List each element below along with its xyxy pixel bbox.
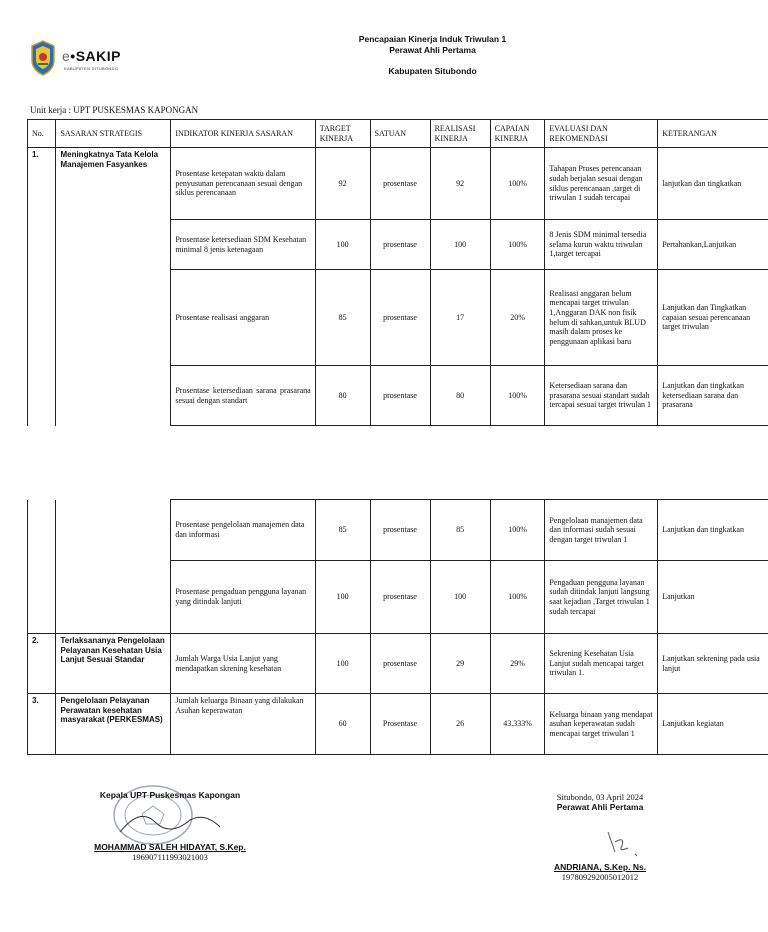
logo-wordmark: e•SAKIP — [62, 48, 121, 64]
cell-realisasi: 80 — [430, 366, 490, 426]
cell-no — [28, 366, 56, 426]
cell-satuan: prosentase — [370, 561, 430, 634]
cell-no: 2. — [28, 634, 56, 694]
cell-realisasi: 92 — [430, 148, 490, 220]
unit-kerja-label: Unit kerja : UPT PUSKESMAS KAPONGAN — [30, 105, 199, 115]
cell-capaian: 100% — [490, 500, 545, 561]
title-line-2: Perawat Ahli Pertama — [389, 45, 476, 55]
signatory-nip-left: 196907111993021003 — [132, 852, 208, 862]
cell-evaluasi: Sekrening Kesehatan Usia Lanjut sudah mencapai target triwulan 1. — [545, 634, 658, 694]
header-target: TARGET KINERJA — [315, 120, 370, 148]
header-keterangan: KETERANGAN — [658, 120, 768, 148]
cell-keterangan: Lanjutkan sekrening pada usia lanjut — [658, 634, 768, 694]
cell-indikator: Prosentase ketersediaan SDM Kesehatan minimal 8 jenis ketenagaan — [171, 220, 315, 270]
signatory-nip-right: 197809292005012012 — [561, 872, 639, 882]
cell-realisasi: 26 — [430, 694, 490, 755]
cell-sasaran — [56, 561, 171, 634]
cell-evaluasi: Tahapan Proses perencanaan sudah berjalan sesuai dengan siklus perencanaan ,target di triwulan 1 sudah tercapai — [545, 148, 658, 220]
cell-keterangan: Lanjutkan kegiatan — [658, 694, 768, 755]
cell-target: 85 — [315, 500, 370, 561]
cell-evaluasi: Ketersediaan sarana dan prasarana sesuai standart sudah tercapai sesuai target triwulan 1 — [545, 366, 658, 426]
cell-capaian: 20% — [490, 270, 545, 366]
cell-realisasi: 29 — [430, 634, 490, 694]
table-row — [28, 270, 768, 366]
cell-satuan: prosentase — [370, 270, 430, 366]
cell-target: 100 — [315, 634, 370, 694]
situbondo-crest-icon — [30, 40, 56, 76]
cell-indikator: Prosentase pengelolaan manajemen data dan informasi — [171, 500, 315, 561]
cell-capaian: 43.333% — [490, 694, 545, 755]
cell-no: 3. — [28, 694, 56, 755]
header-sasaran: SASARAN STRATEGIS — [56, 120, 171, 148]
title-line-3: Kabupaten Situbondo — [388, 66, 477, 76]
table-row — [28, 634, 768, 694]
esakip-logo — [30, 40, 150, 80]
logo-subtitle: KABUPATEN SITUBONDO — [64, 66, 119, 71]
header-no: No. — [28, 120, 56, 148]
signatory-name-right: ANDRIANA, S.Kep. Ns. — [553, 862, 647, 872]
cell-capaian: 100% — [490, 366, 545, 426]
cell-sasaran: Pengelolaan Pelayanan Perawatan kesehatan masyarakat (PERKESMAS) — [56, 694, 171, 755]
cell-capaian: 100% — [490, 220, 545, 270]
header-realisasi: REALISASI KINERJA — [430, 120, 490, 148]
cell-sasaran: Terlaksananya Pengelolaan Pelayanan Kesehatan Usia Lanjut Sesuai Standar — [56, 634, 171, 694]
title-line-1: Pencapaian Kinerja Induk Triwulan 1 — [358, 34, 507, 44]
cell-capaian: 100% — [490, 148, 545, 220]
cell-no — [28, 500, 56, 561]
cell-evaluasi: Keluarga binaan yang mendapat asuhan keperawatan sudah mencapai target triwulan 1 — [545, 694, 658, 755]
cell-evaluasi: Pengelolaan manajemen data dan informasi sudah sesuai dengan target triwulan 1 — [545, 500, 658, 561]
cell-target: 92 — [315, 148, 370, 220]
performance-table-part-2 — [27, 499, 768, 755]
cell-indikator: Prosentase ketersediaan sarana prasarana sesuai dengan standart — [171, 366, 315, 426]
header-indikator: INDIKATOR KINERJA SASARAN — [171, 120, 315, 148]
cell-keterangan: Lanjutkan — [658, 561, 768, 634]
table-row — [28, 500, 768, 561]
cell-keterangan: Lanjutkan dan Tingkatkan capaian sesuai perencanaan target triwulan — [658, 270, 768, 366]
cell-keterangan: Lanjutkan dan tingkatkan — [658, 500, 768, 561]
cell-satuan: prosentase — [370, 500, 430, 561]
cell-sasaran — [56, 366, 171, 426]
cell-indikator: Prosentase pengaduan pengguna layanan yang ditindak lanjuti — [171, 561, 315, 634]
cell-target: 100 — [315, 220, 370, 270]
document-title — [300, 34, 565, 77]
performance-table-part-1 — [27, 119, 768, 426]
table-row — [28, 148, 768, 220]
cell-target: 100 — [315, 561, 370, 634]
cell-indikator: Prosentase ketepatan waktu dalam penyusunan perencanaan sesuai dengan siklus perencanaan — [171, 148, 315, 220]
cell-no — [28, 270, 56, 366]
cell-evaluasi: Pengaduan pengguna layanan sudah ditindak lanjuti langsung saat kejadian ,Target triwulan 1 sudah tercapai — [545, 561, 658, 634]
cell-capaian: 29% — [490, 634, 545, 694]
signatory-title-right: Perawat Ahli Pertama — [556, 802, 644, 812]
signature-block-right — [540, 792, 660, 882]
cell-keterangan: Lanjutkan dan tingkatkan ketersediaan sarana dan prasarana — [658, 366, 768, 426]
cell-capaian: 100% — [490, 561, 545, 634]
cell-realisasi: 17 — [430, 270, 490, 366]
cell-realisasi: 100 — [430, 561, 490, 634]
table-header-row — [28, 120, 768, 148]
place-date: Situbondo, 03 April 2024 — [556, 792, 644, 802]
cell-target: 80 — [315, 366, 370, 426]
header-capaian: CAPAIAN KINERJA — [490, 120, 545, 148]
signature-block-left — [80, 790, 260, 862]
cell-satuan: Prosentase — [370, 694, 430, 755]
signatory-title-left: Kepala UPT Puskesmas Kapongan — [99, 790, 241, 800]
cell-sasaran — [56, 270, 171, 366]
cell-sasaran — [56, 220, 171, 270]
handwritten-signature-left — [110, 802, 230, 842]
cell-evaluasi: 8 Jenis SDM minimal tersedia selama kurun waktu triwulan 1,target tercapai — [545, 220, 658, 270]
table-row — [28, 366, 768, 426]
cell-realisasi: 100 — [430, 220, 490, 270]
cell-satuan: prosentase — [370, 634, 430, 694]
cell-satuan: prosentase — [370, 148, 430, 220]
header-evaluasi: EVALUASI DAN REKOMENDASI — [545, 120, 658, 148]
cell-satuan: prosentase — [370, 220, 430, 270]
cell-indikator: Prosentase realisasi anggaran — [171, 270, 315, 366]
cell-keterangan: Pertahankan,Lanjutkan — [658, 220, 768, 270]
cell-no — [28, 220, 56, 270]
handwritten-signature-right — [540, 812, 660, 862]
cell-evaluasi: Realisasi anggaran belum mencapai target triwulan 1,Anggaran DAK non fisik belum di sahkan,untuk BLUD masih dalam proses ke penggunaan aplikasi baru — [545, 270, 658, 366]
cell-sasaran: Meningkatnya Tata Kelola Manajemen Fasyankes — [56, 148, 171, 220]
cell-indikator: Jumlah Warga Usia Lanjut yang mendapatkan skrening kesehatan — [171, 634, 315, 694]
cell-no: 1. — [28, 148, 56, 220]
cell-no — [28, 561, 56, 634]
cell-satuan: prosentase — [370, 366, 430, 426]
signatory-name-left: MOHAMMAD SALEH HIDAYAT, S.Kep. — [94, 842, 246, 852]
table-row — [28, 694, 768, 755]
cell-target: 60 — [315, 694, 370, 755]
cell-keterangan: lanjutkan dan tingkatkan — [658, 148, 768, 220]
cell-target: 85 — [315, 270, 370, 366]
table-row — [28, 561, 768, 634]
cell-sasaran — [56, 500, 171, 561]
header-satuan: SATUAN — [370, 120, 430, 148]
table-row — [28, 220, 768, 270]
cell-realisasi: 85 — [430, 500, 490, 561]
cell-indikator: Jumlah keluarga Binaan yang dilakukan Asuhan keperawatan — [171, 694, 315, 755]
